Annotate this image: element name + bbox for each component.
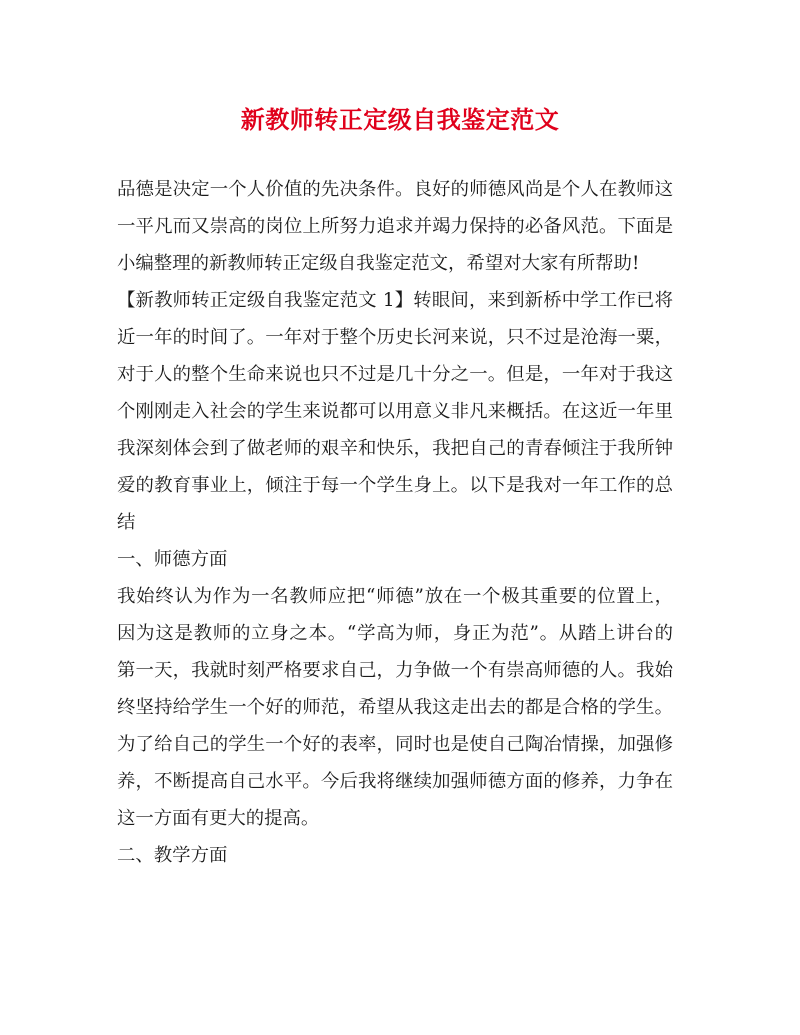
paragraph-line: 终坚持给学生一个好的师范，希望从我这走出去的都是合格的学生。 (117, 697, 673, 718)
paragraph-line: 对于人的整个生命来说也只不过是几十分之一。但是，一年对于我这 (117, 364, 673, 385)
paragraph-line: 我深刻体会到了做老师的艰辛和快乐，我把自己的青春倾注于我所钟 (117, 438, 673, 459)
document-title: 新教师转正定级自我鉴定范文 (240, 105, 560, 134)
section-heading: 一、师德方面 (117, 549, 228, 570)
paragraph-line: 近一年的时间了。一年对于整个历史长河来说，只不过是沧海一粟， (117, 327, 673, 348)
paragraph-line: 小编整理的新教师转正定级自我鉴定范文，希望对大家有所帮助! (117, 253, 640, 274)
paragraph-line: 这一方面有更大的提高。 (117, 808, 320, 829)
paragraph-line: 因为这是教师的立身之本。“学高为师，身正为范”。从踏上讲台的 (117, 623, 673, 644)
paragraph-line: 第一天，我就时刻严格要求自己，力争做一个有崇高师德的人。我始 (117, 660, 673, 681)
paragraph-line: 【新教师转正定级自我鉴定范文 1】转眼间，来到新桥中学工作已将 (117, 290, 673, 311)
document-body (117, 171, 673, 874)
paragraph-line: 养，不断提高自己水平。今后我将继续加强师德方面的修养，力争在 (117, 771, 673, 792)
paragraph-line: 品德是决定一个人价值的先决条件。良好的师德风尚是个人在教师这 (117, 179, 673, 200)
paragraph-line: 我始终认为作为一名教师应把“师德”放在一个极其重要的位置上， (117, 586, 673, 607)
paragraph-line: 个刚刚走入社会的学生来说都可以用意义非凡来概括。在这近一年里 (117, 401, 673, 422)
paragraph-line: 结 (117, 512, 136, 533)
section-heading: 二、教学方面 (117, 845, 228, 866)
paragraph-line: 为了给自己的学生一个好的表率，同时也是使自己陶冶情操，加强修 (117, 734, 673, 755)
paragraph-line: 一平凡而又崇高的岗位上所努力追求并竭力保持的必备风范。下面是 (117, 216, 673, 237)
paragraph-line: 爱的教育事业上，倾注于每一个学生身上。以下是我对一年工作的总 (117, 475, 673, 496)
